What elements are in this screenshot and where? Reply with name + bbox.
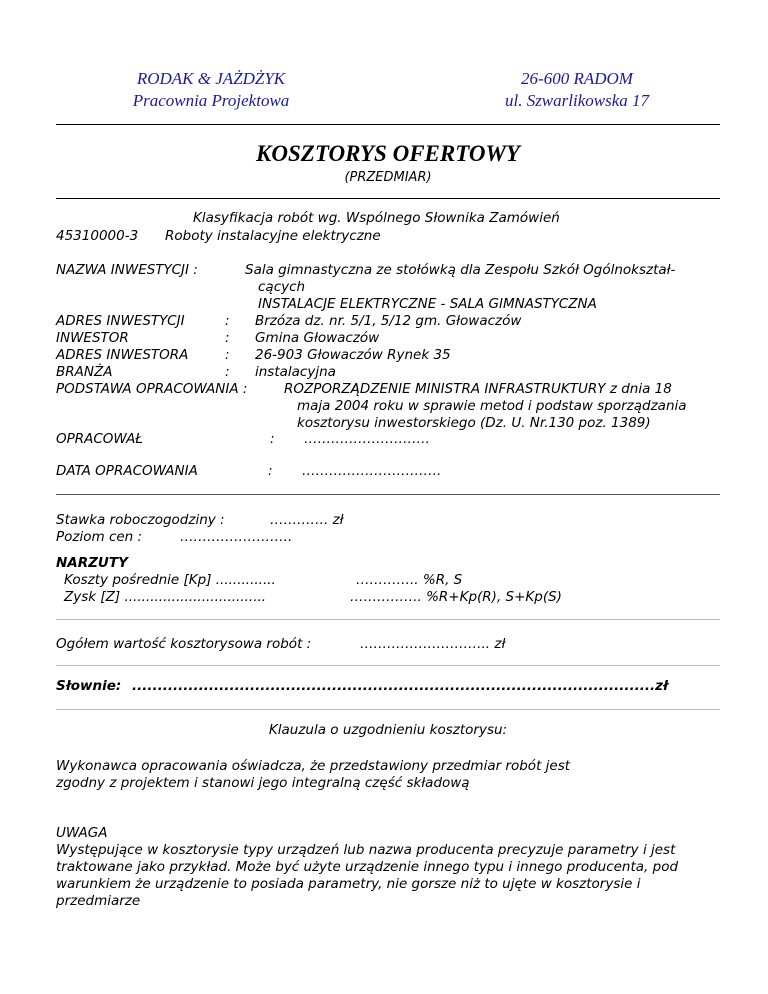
page-subtitle: (PRZEDMIAR) xyxy=(344,170,432,185)
basis-line3: kosztorysu inwestorskiego (Dz. U. Nr.130 poz. 1389) xyxy=(297,415,651,431)
note-line2: traktowane jako przykład. Może być użyte urządzenie innego typu i innego producenta, pod xyxy=(56,859,679,875)
classification-description: Roboty instalacyjne elektryczne xyxy=(165,228,381,244)
company-street: ul. Szwarlikowska 17 xyxy=(504,91,650,110)
classification-code: 45310000-3 xyxy=(56,228,139,244)
investor-value: Gmina Głowaczów xyxy=(255,330,380,346)
markups-title: NARZUTY xyxy=(56,555,128,571)
clause-line2: zgodny z projektem i stanowi jego integralną część składową xyxy=(56,775,470,791)
classification-heading: Klasyfikacja robót wg. Wspólnego Słownika Zamówień xyxy=(193,210,560,226)
note-line4: przedmiarze xyxy=(56,893,141,909)
profit-value: ……………. %R+Kp(R), S+Kp(S) xyxy=(350,589,562,605)
title-divider xyxy=(56,198,720,199)
total-label: Ogółem wartość kosztorysowa robót : xyxy=(56,636,312,652)
investment-address-value: Brzóza dz. nr. 5/1, 5/12 gm. Głowaczów xyxy=(255,313,522,329)
company-name: RODAK & JAŻDŻYK xyxy=(136,69,286,88)
words-label: Słownie: xyxy=(56,678,122,694)
words-divider xyxy=(56,709,720,710)
company-subtitle: Pracownia Projektowa xyxy=(132,91,290,110)
basis-line2: maja 2004 roku w sprawie metod i podstaw sporządzania xyxy=(297,398,687,414)
investor-label: INWESTOR xyxy=(56,330,129,346)
price-level-value: ……………………. xyxy=(180,529,293,545)
investment-name-line1: Sala gimnastyczna ze stołówką dla Zespołu Szkół Ogólnokształ- xyxy=(245,262,676,278)
note-title: UWAGA xyxy=(56,825,108,841)
words-value: ......................................................................................................zł xyxy=(132,678,669,694)
hourly-rate-value: …………. zł xyxy=(270,512,344,528)
company-city: 26-600 RADOM xyxy=(521,69,633,88)
prepared-by-value: ………………………. xyxy=(304,431,430,447)
investor-address-value: 26-903 Głowaczów Rynek 35 xyxy=(255,347,451,363)
investment-address-label: ADRES INWESTYCJI xyxy=(56,313,185,329)
note-line1: Występujące w kosztorysie typy urządzeń lub nazwa producenta precyzuje parametry i jest xyxy=(56,842,676,858)
colon: : xyxy=(225,347,230,363)
clause-heading: Klauzula o uzgodnieniu kosztorysu: xyxy=(268,722,508,738)
price-level-label: Poziom cen : xyxy=(56,529,143,545)
fields-divider xyxy=(56,494,720,495)
hourly-rate-label: Stawka roboczogodziny : xyxy=(56,512,225,528)
investment-name-line2: cących xyxy=(258,279,306,295)
note-line3: warunkiem że urządzenie to posiada parametry, nie gorsze niż to ujęte w kosztorysie i xyxy=(56,876,641,892)
colon: : xyxy=(268,463,273,479)
prepared-by-label: OPRACOWAŁ xyxy=(56,431,143,447)
clause-line1: Wykonawca opracowania oświadcza, że przedstawiony przedmiar robót jest xyxy=(56,758,571,774)
total-value: ……………………….. zł xyxy=(360,636,506,652)
indirect-costs-label: Koszty pośrednie [Kp] .............. xyxy=(64,572,276,588)
date-value: …………………………. xyxy=(302,463,442,479)
profit-label: Zysk [Z] ................................. xyxy=(64,589,267,605)
total-divider xyxy=(56,665,720,666)
branch-value: instalacyjna xyxy=(255,364,336,380)
indirect-costs-value: ………….. %R, S xyxy=(356,572,463,588)
branch-label: BRANŻA xyxy=(56,364,113,380)
page-title: KOSZTORYS OFERTOWY xyxy=(256,141,520,166)
header-divider xyxy=(56,124,720,125)
investor-address-label: ADRES INWESTORA xyxy=(56,347,189,363)
rates-divider xyxy=(56,619,720,620)
colon: : xyxy=(270,431,275,447)
colon: : xyxy=(225,330,230,346)
investment-name-line3: INSTALACJE ELEKTRYCZNE - SALA GIMNASTYCZNA xyxy=(258,296,597,312)
investment-name-label: NAZWA INWESTYCJI : xyxy=(56,262,198,278)
basis-line1: ROZPORZĄDZENIE MINISTRA INFRASTRUKTURY z dnia 18 xyxy=(284,381,672,397)
date-label: DATA OPRACOWANIA xyxy=(56,463,198,479)
basis-label: PODSTAWA OPRACOWANIA : xyxy=(56,381,248,397)
colon: : xyxy=(225,364,230,380)
colon: : xyxy=(225,313,230,329)
